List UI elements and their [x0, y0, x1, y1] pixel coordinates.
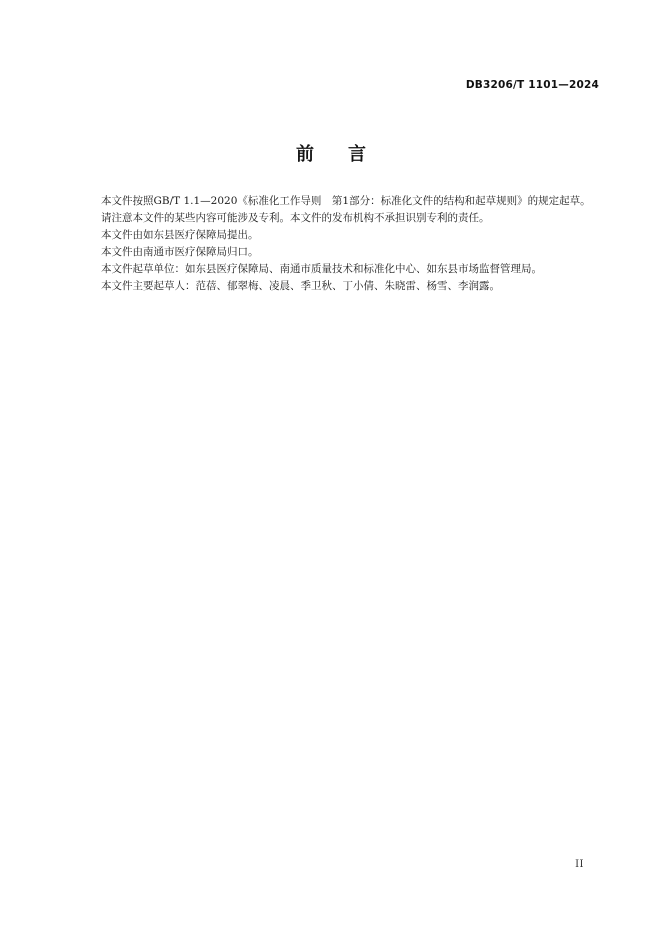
- page-number: II: [575, 859, 584, 870]
- section-title: [0, 140, 662, 166]
- paragraph-patent-notice: 请注意本文件的某些内容可能涉及专利。本文件的发布机构不承担识别专利的责任。: [101, 212, 490, 224]
- paragraph-drafting-rules: 本文件按照GB/T 1.1—2020《标准化工作导则 第1部分：标准化文件的结构和起草规则》的规定起草。: [101, 195, 591, 207]
- section-title-char-2: 言: [348, 144, 366, 165]
- paragraph-drafting-units: 本文件起草单位：如东县医疗保障局、南通市质量技术和标准化中心、如东县市场监督管理局。: [101, 263, 542, 275]
- document-standard-code: DB3206/T 1101—2024: [465, 79, 599, 91]
- paragraph-centralized-by: 本文件由南通市医疗保障局归口。: [101, 246, 259, 258]
- paragraph-proposed-by: 本文件由如东县医疗保障局提出。: [101, 229, 259, 241]
- paragraph-drafters: 本文件主要起草人：范蓓、郁翠梅、凌晨、季卫秋、丁小倩、朱晓雷、杨雪、李润露。: [101, 280, 500, 292]
- preface-body: [80, 193, 600, 295]
- section-title-char-1: 前: [296, 144, 314, 165]
